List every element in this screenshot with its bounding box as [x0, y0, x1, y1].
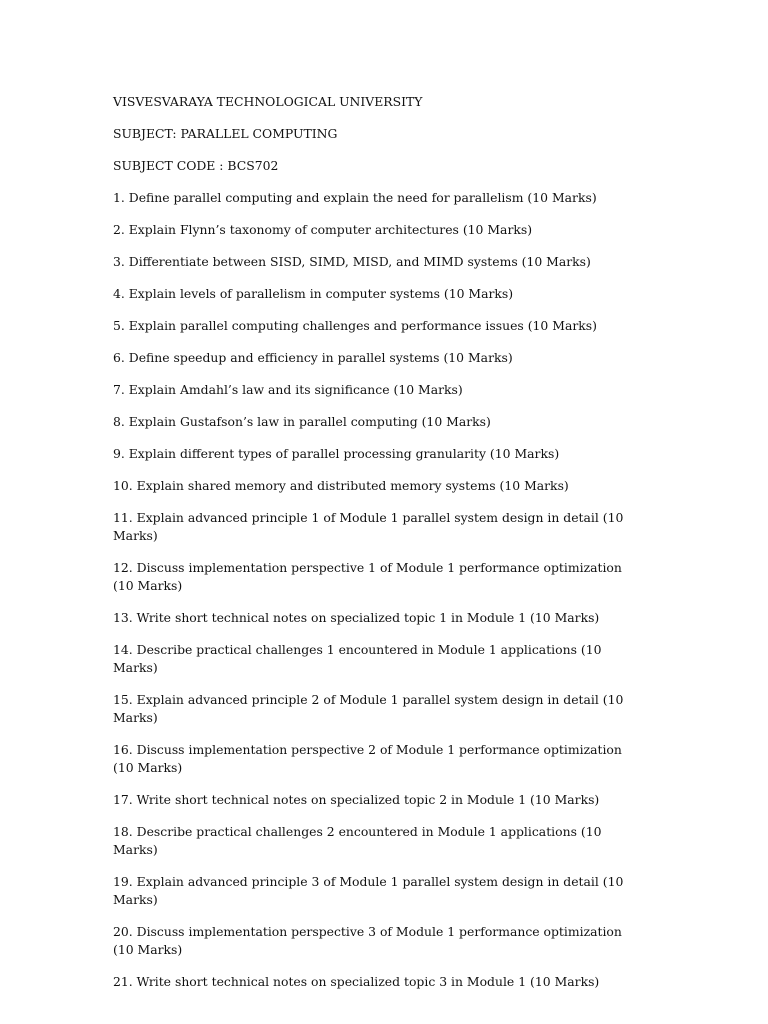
university-name: VISVESVARAYA TECHNOLOGICAL UNIVERSITY — [113, 94, 423, 109]
question-item: 19. Explain advanced principle 3 of Module 1 parallel system design in detail (10 Marks) — [113, 874, 624, 907]
question-item: 18. Describe practical challenges 2 encountered in Module 1 applications (10 Marks) — [113, 824, 602, 857]
question-item: 8. Explain Gustafson’s law in parallel computing (10 Marks) — [113, 414, 491, 429]
question-item: 3. Differentiate between SISD, SIMD, MISD, and MIMD systems (10 Marks) — [113, 254, 591, 269]
question-item: 11. Explain advanced principle 1 of Module 1 parallel system design in detail (10 Marks) — [113, 510, 624, 543]
question-item: 12. Discuss implementation perspective 1 of Module 1 performance optimization (10 Marks) — [113, 560, 622, 593]
question-item: 9. Explain different types of parallel processing granularity (10 Marks) — [113, 446, 560, 461]
question-item: 21. Write short technical notes on specialized topic 3 in Module 1 (10 Marks) — [113, 974, 600, 989]
question-item: 13. Write short technical notes on specialized topic 1 in Module 1 (10 Marks) — [113, 610, 600, 625]
question-item: 6. Define speedup and efficiency in parallel systems (10 Marks) — [113, 350, 513, 365]
document-body — [113, 93, 643, 1005]
question-item: 17. Write short technical notes on specialized topic 2 in Module 1 (10 Marks) — [113, 792, 600, 807]
question-item: 1. Define parallel computing and explain the need for parallelism (10 Marks) — [113, 190, 597, 205]
question-item: 15. Explain advanced principle 2 of Module 1 parallel system design in detail (10 Marks) — [113, 692, 624, 725]
question-item: 4. Explain levels of parallelism in computer systems (10 Marks) — [113, 286, 514, 301]
question-item: 14. Describe practical challenges 1 encountered in Module 1 applications (10 Marks) — [113, 642, 602, 675]
subject-line: SUBJECT: PARALLEL COMPUTING — [113, 126, 338, 141]
subject-code-line: SUBJECT CODE : BCS702 — [113, 158, 279, 173]
question-item: 20. Discuss implementation perspective 3 of Module 1 performance optimization (10 Marks) — [113, 924, 622, 957]
question-item: 7. Explain Amdahl’s law and its significance (10 Marks) — [113, 382, 463, 397]
question-item: 16. Discuss implementation perspective 2 of Module 1 performance optimization (10 Marks) — [113, 742, 622, 775]
question-list — [113, 189, 643, 991]
question-item: 5. Explain parallel computing challenges and performance issues (10 Marks) — [113, 318, 597, 333]
question-item: 10. Explain shared memory and distributed memory systems (10 Marks) — [113, 478, 569, 493]
question-item: 2. Explain Flynn’s taxonomy of computer architectures (10 Marks) — [113, 222, 533, 237]
